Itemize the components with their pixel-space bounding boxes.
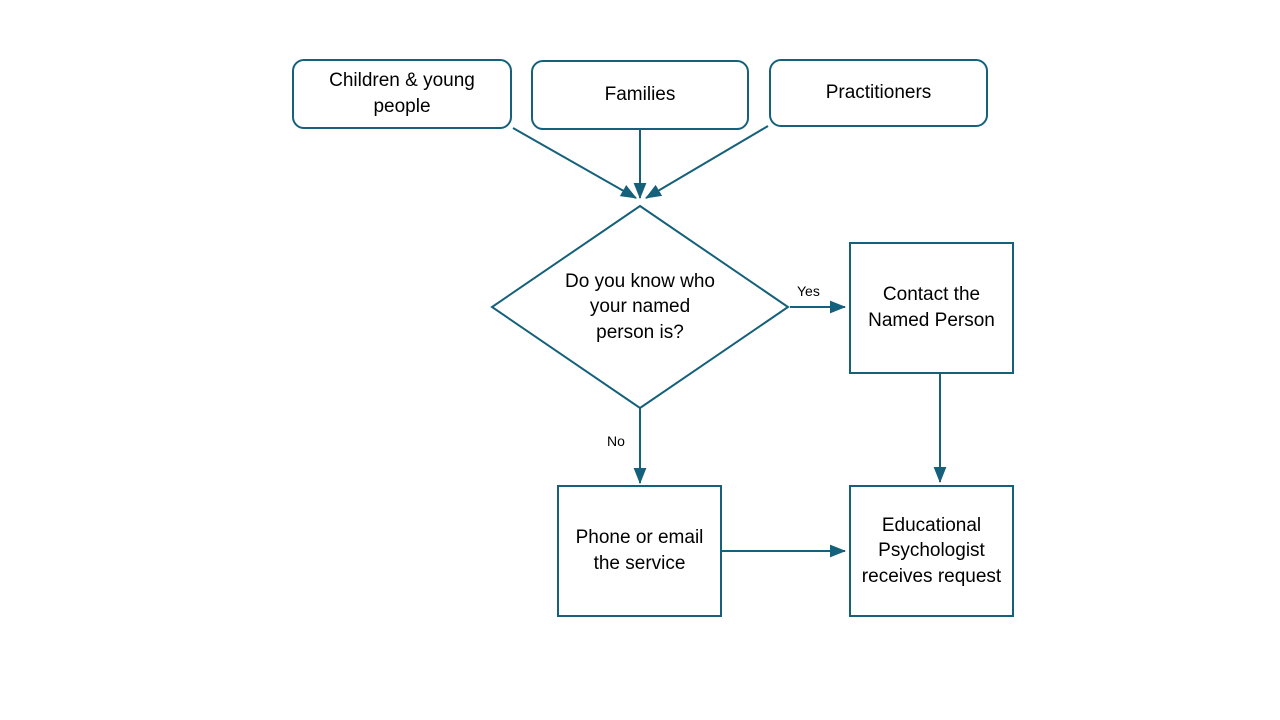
node-families [531, 60, 749, 130]
edge-label-yes: Yes [797, 283, 820, 299]
node-phone-or-email-label: Phone or email the service [575, 527, 704, 574]
node-children-young-people [292, 59, 512, 129]
node-families-label: Families [604, 84, 676, 106]
node-phone-or-email [557, 485, 722, 617]
node-ep-receives-request [849, 485, 1014, 617]
node-children-young-people-label: Children & young people [329, 70, 475, 117]
node-contact-named-person [849, 242, 1014, 374]
node-ep-receives-request-label: Educational Psychologist receives request [861, 514, 1002, 587]
node-decision-label: Do you know who your named person is? [565, 270, 715, 343]
node-decision-named-person [490, 204, 790, 410]
node-contact-named-person-label: Contact the Named Person [868, 284, 995, 331]
edge-label-no: No [607, 433, 625, 449]
node-practitioners-label: Practitioners [825, 82, 932, 104]
node-practitioners [769, 59, 988, 127]
